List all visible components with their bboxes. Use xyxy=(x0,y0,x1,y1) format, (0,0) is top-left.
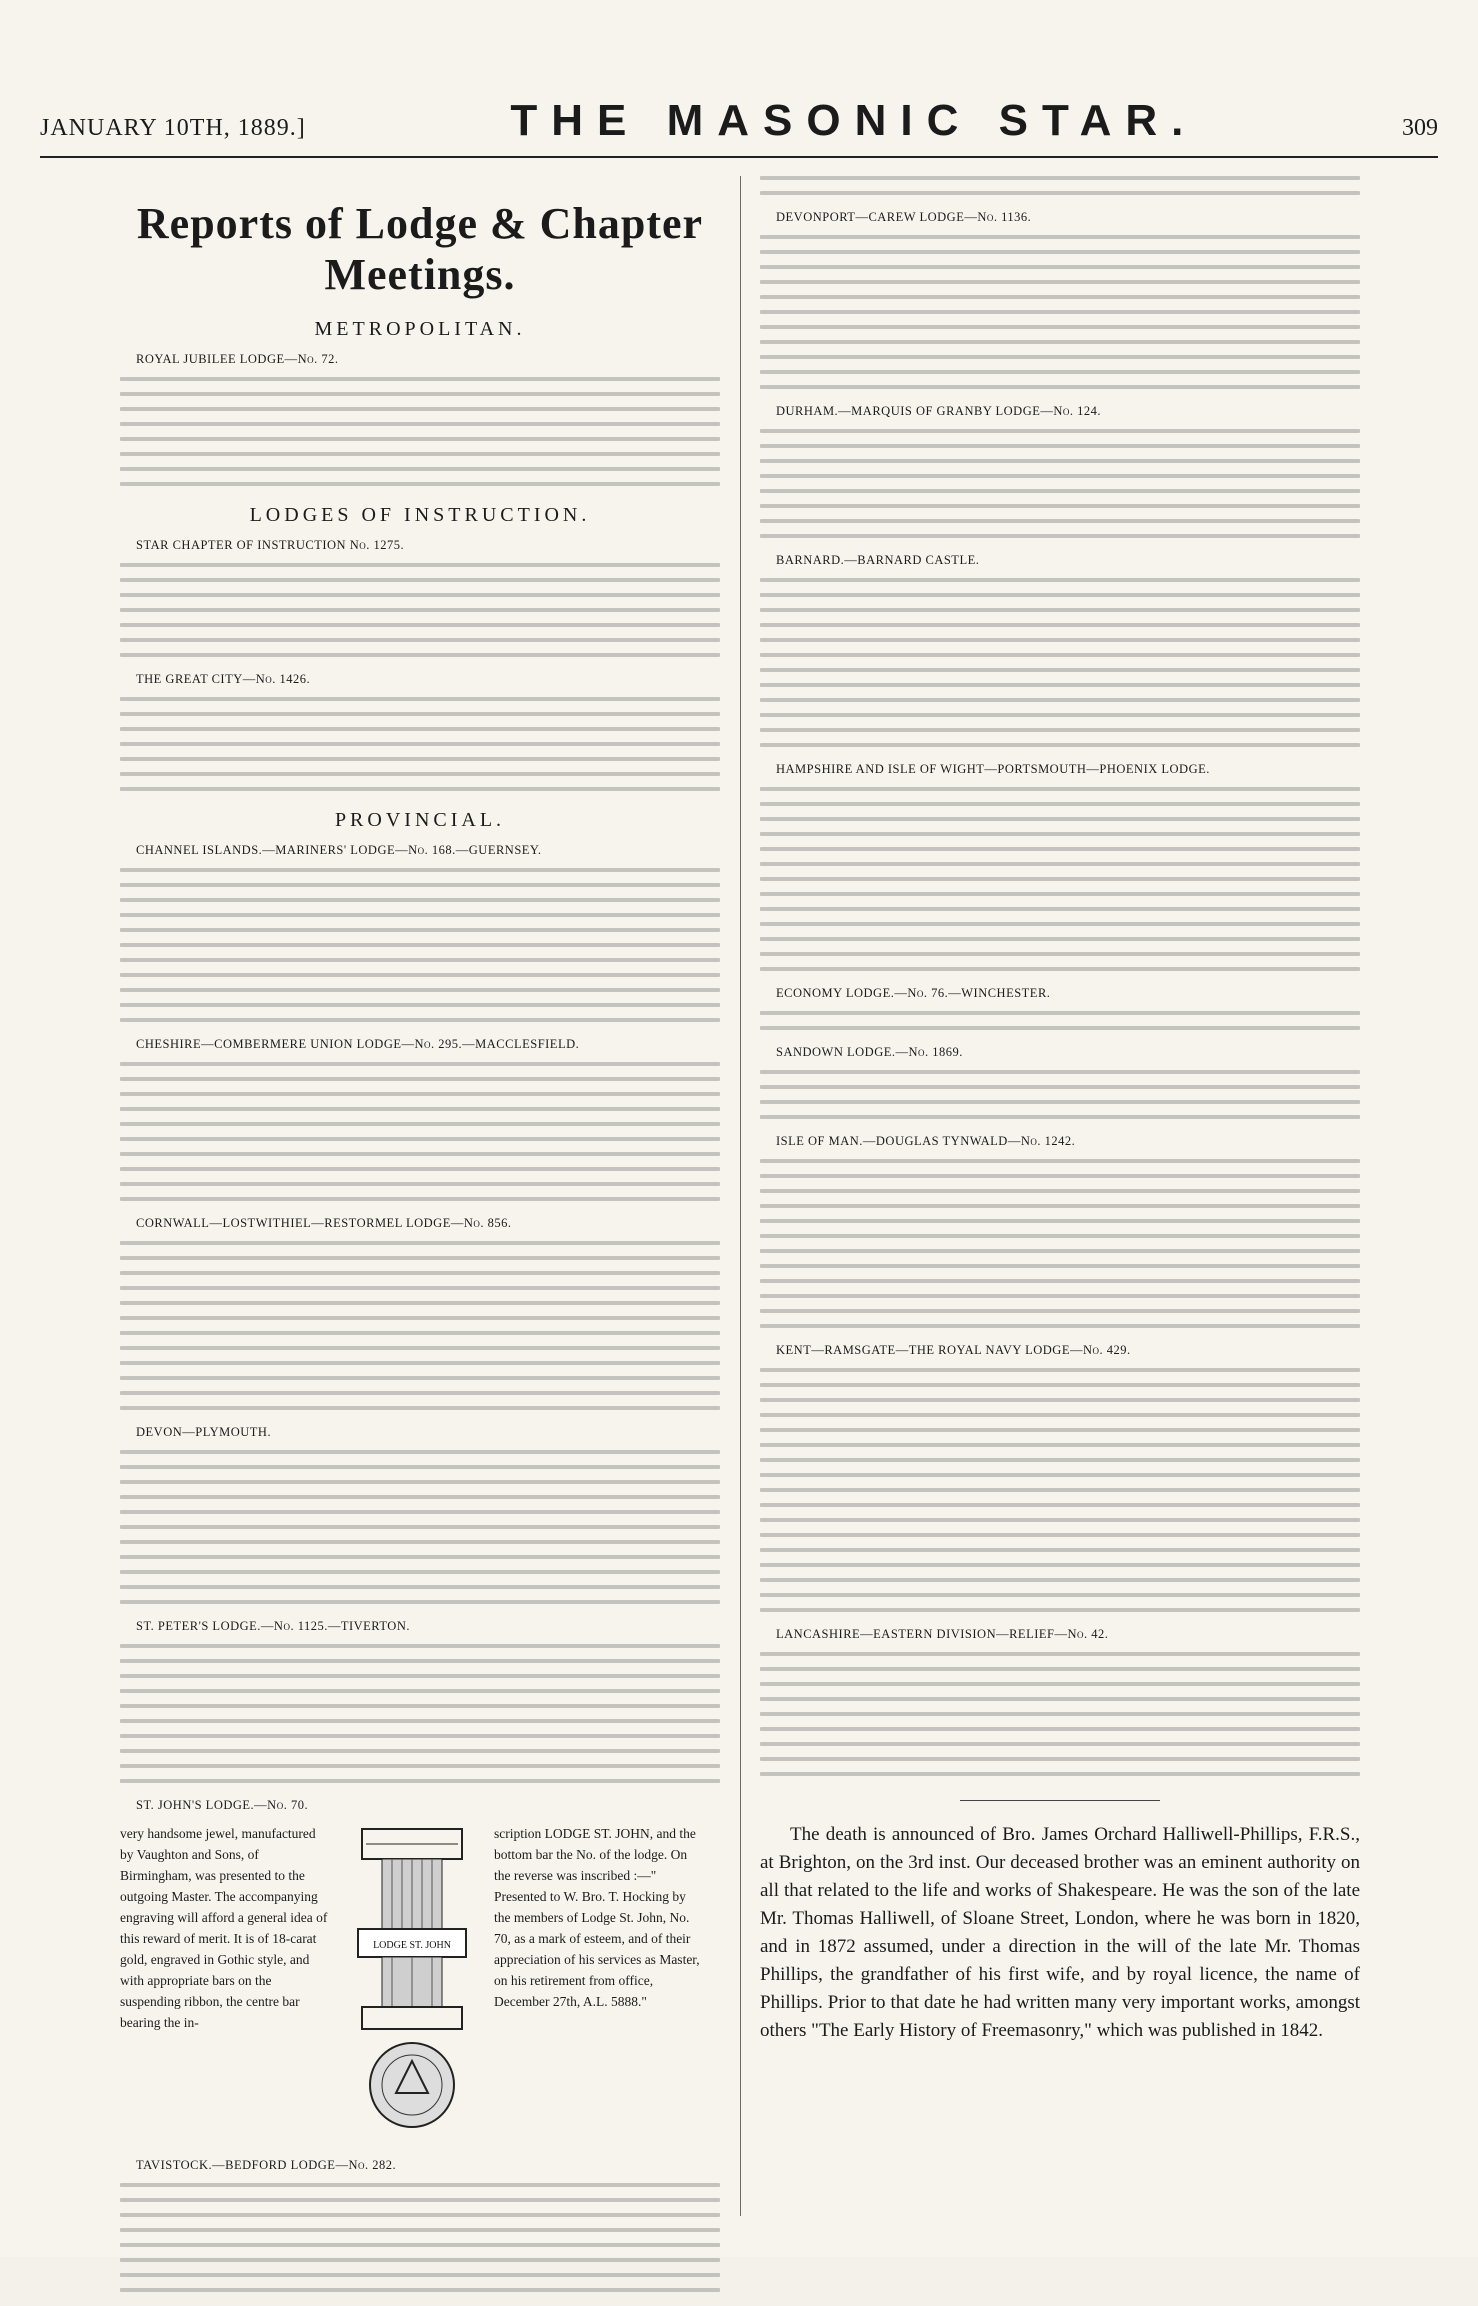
report-entry xyxy=(120,1215,720,1231)
left-column xyxy=(120,176,720,2306)
provincial-heading: PROVINCIAL. xyxy=(334,809,506,831)
report-entry xyxy=(760,403,1360,419)
report-entry xyxy=(120,842,720,858)
newspaper-title: THE MASONIC STAR. xyxy=(510,96,1198,145)
lodges-heading: LODGES OF INSTRUCTION. xyxy=(249,504,591,526)
masonic-jewel-engraving xyxy=(342,1823,482,2143)
report-entry xyxy=(120,537,720,553)
obituary-paragraph: The death is announced of Bro. James Orchard Halliwell-Phillips, F.R.S., at Brighton, on the 3rd inst. Our deceased brother was an eminent authority on all that related to the life and works of Shakespeare. He was the son of the late Mr. Thomas Halliwell, of Sloane Street, London, where he was born in 1820, and in 1872 assumed, under a direction in the will of the late Mr. Thomas Phillips, the grandfather of his first wife, and by royal licence, the name of Phillips. Prior to that date he had written many very important works, amongst others "The Early History of Freemasonry," which was published in 1842. xyxy=(760,1824,1360,2041)
entry-lead: ISLE OF MAN.—DOUGLAS TYNWALD—No. 1242. xyxy=(776,1134,1076,1148)
report-entry xyxy=(760,985,1360,1001)
report-entry xyxy=(760,552,1360,568)
entry-lead: STAR CHAPTER OF INSTRUCTION No. 1275. xyxy=(136,538,405,552)
entry-lead: CHANNEL ISLANDS.—MARINERS' LODGE—No. 168.—GUERNSEY. xyxy=(136,843,542,857)
entry-lead: LANCASHIRE—EASTERN DIVISION—RELIEF—No. 42. xyxy=(776,1627,1109,1641)
report-entry xyxy=(760,1626,1360,1642)
text-lines xyxy=(760,1368,1360,1612)
report-entry xyxy=(120,351,720,367)
report-entry xyxy=(120,1618,720,1634)
text-lines xyxy=(120,1241,720,1410)
entry-lead: ST. JOHN'S LODGE.—No. 70. xyxy=(136,1798,309,1812)
text-lines xyxy=(120,1062,720,1201)
entry-lead: BARNARD.—BARNARD CASTLE. xyxy=(776,553,980,567)
entry-lead: TAVISTOCK.—BEDFORD LODGE—No. 282. xyxy=(136,2158,397,2172)
text-lines xyxy=(120,377,720,486)
report-entry xyxy=(120,2157,720,2173)
issue-date: JANUARY 10TH, 1889.] xyxy=(40,115,306,141)
text-lines xyxy=(760,578,1360,747)
text-lines xyxy=(120,2183,720,2292)
jewel-bar-label: LODGE ST. JOHN xyxy=(373,1940,451,1951)
entry-lead: SANDOWN LODGE.—No. 1869. xyxy=(776,1045,963,1059)
text-lines xyxy=(760,429,1360,538)
section-title: Reports of Lodge & Chapter Meetings. xyxy=(136,199,704,299)
text-lines xyxy=(120,563,720,657)
column-divider xyxy=(740,176,741,2216)
report-entry xyxy=(120,671,720,687)
text-lines xyxy=(120,1644,720,1783)
report-entry xyxy=(120,1036,720,1052)
report-entry xyxy=(760,761,1360,777)
entry-lead: HAMPSHIRE AND ISLE OF WIGHT—PORTSMOUTH—PHOENIX LODGE. xyxy=(776,762,1210,776)
report-entry xyxy=(120,1424,720,1440)
jewel-caption-right: scription LODGE ST. JOHN, and the bottom bar the No. of the lodge. On the reverse was inscribed :—" Presented to W. Bro. T. Hocking by the members of Lodge St. John, No. 70, as a mark of esteem, and of their appreciation of his services as Master, on his retirement from office, December 27th, A.L. 5888." xyxy=(494,1826,700,2009)
jewel-caption-left: very handsome jewel, manufactured by Vaughton and Sons, of Birmingham, was presented to the outgoing Master. The accompanying engraving will afford a general idea of this reward of merit. It is of 18-carat gold, engraved in Gothic style, and with appropriate bars on the suspending ribbon, the centre bar bearing the in- xyxy=(120,1826,328,2030)
report-entry xyxy=(760,1044,1360,1060)
text-lines xyxy=(760,1011,1360,1030)
text-lines xyxy=(760,235,1360,389)
metropolitan-heading: METROPOLITAN. xyxy=(314,318,526,340)
page-number: 309 xyxy=(1402,115,1438,141)
entry-lead: KENT—RAMSGATE—THE ROYAL NAVY LODGE—No. 429. xyxy=(776,1343,1131,1357)
text-lines xyxy=(760,1070,1360,1119)
report-entry xyxy=(760,1342,1360,1358)
entry-lead: CHESHIRE—COMBERMERE UNION LODGE—No. 295.—MACCLESFIELD. xyxy=(136,1037,580,1051)
text-lines xyxy=(120,697,720,791)
report-entry xyxy=(760,1133,1360,1149)
text-lines xyxy=(760,176,1360,195)
entry-lead: ST. PETER'S LODGE.—No. 1125.—TIVERTON. xyxy=(136,1619,410,1633)
jewel-feature xyxy=(120,1823,720,2143)
entry-lead: ECONOMY LODGE.—No. 76.—WINCHESTER. xyxy=(776,986,1051,1000)
text-lines xyxy=(760,787,1360,971)
entry-lead: DEVONPORT—CAREW LODGE—No. 1136. xyxy=(776,210,1032,224)
report-entry xyxy=(760,209,1360,225)
masthead xyxy=(40,96,1438,158)
entry-lead: CORNWALL—LOSTWITHIEL—RESTORMEL LODGE—No. 856. xyxy=(136,1216,512,1230)
entry-lead: DURHAM.—MARQUIS OF GRANBY LODGE—No. 124. xyxy=(776,404,1102,418)
entry-lead: DEVON—PLYMOUTH. xyxy=(136,1425,272,1439)
section-divider xyxy=(960,1800,1160,1801)
report-entry xyxy=(120,1797,720,1813)
text-lines xyxy=(760,1159,1360,1328)
right-column xyxy=(760,176,1360,2064)
text-lines xyxy=(120,868,720,1022)
text-lines xyxy=(760,1652,1360,1776)
entry-lead: THE GREAT CITY—No. 1426. xyxy=(136,672,311,686)
entry-lead: ROYAL JUBILEE LODGE—No. 72. xyxy=(136,352,339,366)
text-lines xyxy=(120,1450,720,1604)
